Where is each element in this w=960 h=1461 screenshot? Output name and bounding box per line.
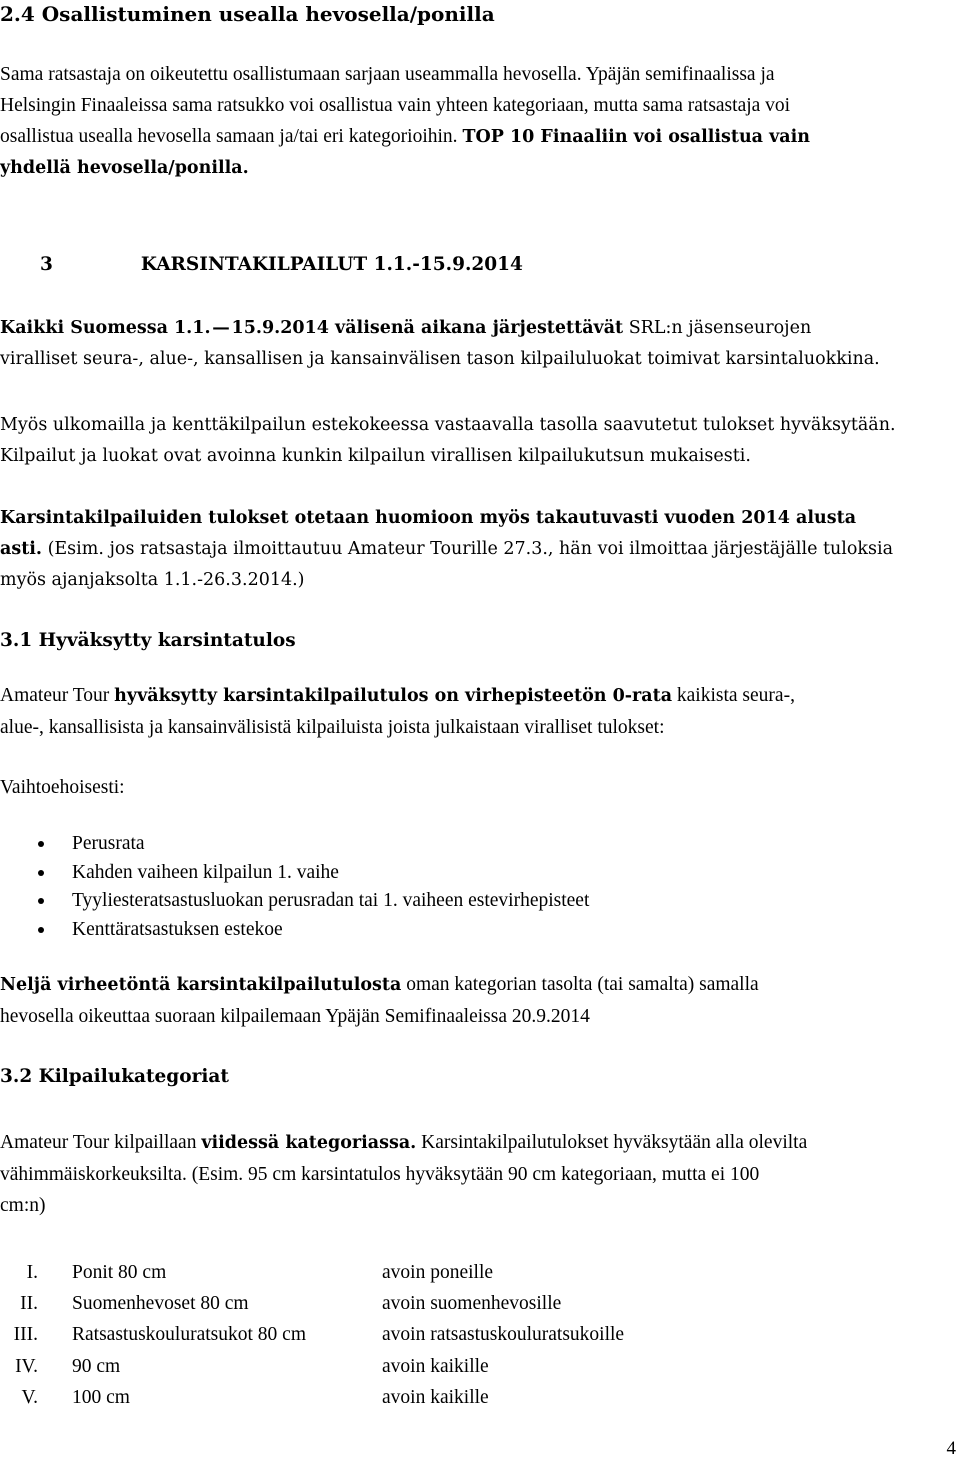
alternatives-list	[36, 830, 589, 944]
text-line	[0, 1127, 958, 1159]
text-line	[0, 680, 958, 712]
section-2-4-heading: 2.4 Osallistuminen usealla hevosella/ponilla	[0, 2, 495, 26]
text-line: cm:n)	[0, 1195, 46, 1216]
list-item: Kenttäratsastuksen estekoe	[36, 916, 589, 945]
alternative-label: Vaihtoehoisesti:	[0, 777, 125, 798]
text-line	[0, 121, 958, 153]
section-3-1-paragraph	[0, 680, 958, 743]
section-3-2-heading: 3.2 Kilpailukategoriat	[0, 1066, 229, 1087]
text-line: Karsintakilpailuiden tulokset otetaan huomioon myös takautuvasti vuoden 2014 alusta	[0, 508, 857, 528]
text-line	[0, 313, 958, 344]
section-3-paragraph-3	[0, 503, 958, 596]
category-number: II.	[20, 1293, 38, 1315]
text-span: kaikista seura-,	[672, 685, 795, 706]
text-line: Helsingin Finaaleissa sama ratsukko voi osallistua vain yhteen kategoriaan, mutta sama ratsastaja voi	[0, 95, 791, 116]
page-number: 4	[946, 1438, 956, 1459]
text-line: viralliset seura-, alue-, kansallisen ja kansainvälisen tason kilpailuluokat toimivat karsintaluokkina.	[0, 349, 880, 369]
category-open: avoin kaikille	[382, 1387, 489, 1409]
category-open: avoin poneille	[382, 1261, 494, 1283]
list-item: Kahden vaiheen kilpailun 1. vaihe	[36, 859, 589, 888]
category-name: 90 cm	[72, 1355, 121, 1377]
list-item: Perusrata	[36, 830, 589, 859]
text-line	[0, 969, 958, 1001]
category-open: avoin ratsastuskouluratsukoille	[382, 1324, 625, 1346]
text-line: myös ajanjaksolta 1.1.-26.3.2014.)	[0, 570, 305, 590]
text-line: alue-, kansallisista ja kansainvälisistä kilpailuista joista julkaistaan viralliset tulokset:	[0, 717, 665, 738]
bold-span: viidessä kategoriassa.	[201, 1133, 417, 1153]
table-row	[0, 1288, 624, 1319]
section-3-1-heading: 3.1 Hyväksytty karsintatulos	[0, 630, 296, 651]
category-number: I.	[26, 1261, 38, 1283]
section-3-paragraph-2	[0, 410, 958, 472]
text-span: SRL:n jäsenseurojen	[623, 318, 812, 338]
table-row	[0, 1383, 624, 1414]
bold-span: Kaikki Suomessa 1.1. — 15.9.2014 välisenä aikana järjestettävät	[0, 318, 624, 338]
bold-span: Neljä virheetöntä karsintakilpailutulosta	[0, 975, 402, 995]
text-line: hevosella oikeuttaa suoraan kilpailemaan Ypäjän Semifinaaleissa 20.9.2014	[0, 1006, 590, 1027]
category-number: IV.	[15, 1355, 38, 1377]
category-name: Suomenhevoset 80 cm	[72, 1293, 249, 1315]
text-span: (Esim. jos ratsastaja ilmoittautuu Amateur Tourille 27.3., hän voi ilmoittaa järjestäjälle tuloksia	[42, 539, 894, 559]
text-line	[0, 534, 958, 565]
category-number: III.	[13, 1324, 38, 1346]
category-open: avoin kaikille	[382, 1355, 489, 1377]
text-line: Myös ulkomailla ja kenttäkilpailun estekokeessa vastaavalla tasolla saavutetut tulokset hyväksytään.	[0, 415, 896, 435]
bold-span: hyväksytty karsintakilpailutulos on virhepisteetön 0-rata	[114, 686, 673, 706]
text-span: osallistua usealla hevosella samaan ja/tai eri kategorioihin.	[0, 126, 458, 147]
section-3-paragraph-1	[0, 313, 958, 375]
categories-table	[0, 1257, 624, 1414]
section-title: KARSINTAKILPAILUT 1.1.-15.9.2014	[140, 254, 523, 275]
list-item: Tyyliesteratsastusluokan perusradan tai 1. vaiheen estevirhepisteet	[36, 887, 589, 916]
category-open: avoin suomenhevosille	[382, 1293, 562, 1315]
section-3-2-paragraph	[0, 1127, 958, 1221]
bold-span: asti.	[0, 539, 43, 559]
text-line: yhdellä hevosella/ponilla.	[0, 158, 249, 178]
category-name: Ponit 80 cm	[72, 1261, 167, 1283]
table-row	[0, 1257, 624, 1288]
category-number: V.	[21, 1387, 38, 1409]
text-span: Amateur Tour kilpaillaan	[0, 1132, 202, 1153]
semifinal-paragraph	[0, 969, 958, 1032]
category-name: 100 cm	[72, 1387, 130, 1409]
section-2-4-paragraph	[0, 59, 958, 184]
top10-rule: TOP 10 Finaaliin voi osallistua vain	[462, 127, 810, 147]
section-number: 3	[40, 254, 53, 275]
table-row	[0, 1320, 624, 1351]
text-line: Sama ratsastaja on oikeutettu osallistumaan sarjaan useammalla hevosella. Ypäjän semifinaalissa ja	[0, 64, 775, 85]
table-row	[0, 1351, 624, 1382]
section-3-heading	[40, 254, 523, 275]
text-line: Kilpailut ja luokat ovat avoinna kunkin kilpailun virallisen kilpailukutsun mukaisesti.	[0, 446, 751, 466]
text-span: oman kategorian tasolta (tai samalta) samalla	[401, 974, 759, 995]
text-line: vähimmäiskorkeuksilta. (Esim. 95 cm karsintatulos hyväksytään 90 cm kategoriaan, mutta ei 100	[0, 1164, 760, 1185]
text-span: Amateur Tour	[0, 685, 115, 706]
category-name: Ratsastuskouluratsukot 80 cm	[72, 1324, 306, 1346]
text-span: Karsintakilpailutulokset hyväksytään alla olevilta	[416, 1132, 808, 1153]
